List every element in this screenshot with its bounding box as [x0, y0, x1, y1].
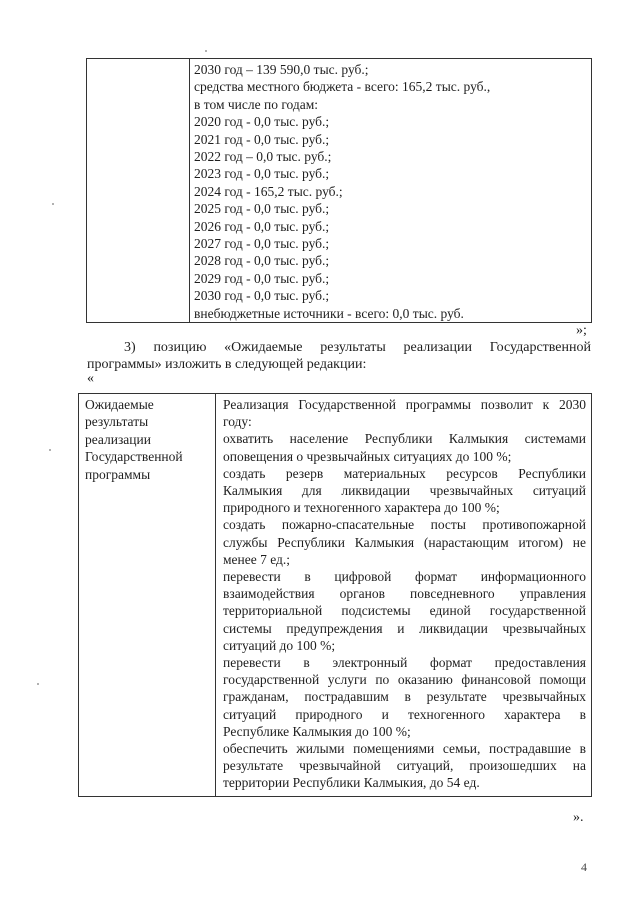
paragraph-line: программы» изложить в следующей редакции:	[87, 357, 367, 372]
result-line: оповещения о чрезвычайных ситуациях до 100 %;	[223, 448, 512, 464]
result-line: результате чрезвычайной ситуаций, произошедших на	[223, 758, 586, 774]
funding-line: 2028 год - 0,0 тыс. руб.;	[194, 253, 330, 269]
heading-line: результаты	[85, 414, 149, 430]
expected-results-heading-cell	[79, 394, 216, 797]
result-line: менее 7 ед.;	[223, 551, 291, 567]
funding-line: 2020 год - 0,0 тыс. руб.;	[194, 114, 330, 130]
funding-line: 2026 год - 0,0 тыс. руб.;	[194, 218, 330, 234]
funding-line: 2025 год - 0,0 тыс. руб.;	[194, 201, 330, 217]
result-line: государственной услуги по оказанию финансовой помощи	[223, 672, 586, 688]
funding-line: в том числе по годам:	[194, 96, 319, 112]
result-line: Реализация Государственной программы позволит к 2030	[223, 397, 586, 412]
expected-results-content-cell	[216, 394, 592, 797]
funding-line: 2030 год - 0,0 тыс. руб.;	[194, 288, 330, 304]
result-line: создать пожарно-спасательные посты противопожарной	[223, 517, 586, 533]
result-line: ситуаций до 100 %;	[223, 637, 336, 653]
result-line: взаимодействия органов повседневного управления	[223, 586, 586, 602]
funding-table-left-cell	[87, 59, 190, 323]
funding-line: 2021 год - 0,0 тыс. руб.;	[194, 131, 330, 147]
closing-quote: ».	[573, 810, 584, 825]
funding-line: внебюджетные источники - всего: 0,0 тыс. руб.	[194, 305, 464, 321]
result-line: гражданам, пострадавшим в результате чрезвычайных	[223, 689, 586, 705]
funding-line: 2030 год – 139 590,0 тыс. руб.;	[194, 62, 369, 77]
funding-line: 2024 год - 165,2 тыс. руб.;	[194, 183, 343, 199]
result-line: перевести в электронный формат предоставления	[223, 655, 586, 671]
scan-speck	[205, 50, 207, 52]
funding-line: 2027 год - 0,0 тыс. руб.;	[194, 236, 330, 252]
closing-quote: »;	[576, 323, 587, 338]
paragraph-line: 3) позицию «Ожидаемые результаты реализации Государственной	[124, 340, 591, 355]
heading-line: Государственной	[85, 449, 183, 465]
scan-speck	[52, 203, 54, 205]
heading-line: программы	[85, 466, 151, 482]
result-line: охватить население Республики Калмыкия системами	[223, 431, 586, 447]
funding-table-right-cell	[190, 59, 592, 323]
result-line: перевести в цифровой формат информационного	[223, 569, 586, 585]
result-line: территориальной подсистемы единой государственной	[223, 603, 586, 619]
result-line: природного и техногенного характера до 100 %;	[223, 500, 500, 516]
result-line: ситуаций природного и техногенного характера в	[223, 706, 586, 722]
heading-line: реализации	[85, 431, 151, 447]
result-line: обеспечить жилыми помещениями семьи, пострадавшие в	[223, 741, 586, 757]
result-line: службы Республики Калмыкия (нарастающим итогом) не	[223, 534, 586, 550]
heading-line: Ожидаемые	[85, 397, 154, 412]
scan-speck	[49, 449, 51, 451]
result-line: Калмыкия для ликвидации чрезвычайных ситуаций	[223, 483, 586, 499]
funding-line: средства местного бюджета - всего: 165,2 тыс. руб.,	[194, 79, 491, 95]
result-line: году:	[223, 414, 252, 430]
opening-quote: «	[87, 371, 94, 386]
result-line: создать резерв материальных ресурсов Республики	[223, 465, 586, 481]
result-line: территории Республики Калмыкия, до 54 ед.	[223, 775, 480, 791]
funding-line: 2023 год - 0,0 тыс. руб.;	[194, 166, 330, 182]
page-number: 4	[581, 860, 587, 874]
scan-speck	[37, 683, 39, 685]
funding-table	[86, 58, 592, 323]
result-line: системы предупреждения и ликвидации чрезвычайных	[223, 620, 586, 636]
funding-line: 2029 год - 0,0 тыс. руб.;	[194, 270, 330, 286]
amendment-paragraph	[87, 339, 591, 373]
result-line: Республике Калмыкия до 100 %;	[223, 723, 411, 739]
funding-line: 2022 год – 0,0 тыс. руб.;	[194, 149, 332, 165]
expected-results-table	[78, 393, 592, 797]
